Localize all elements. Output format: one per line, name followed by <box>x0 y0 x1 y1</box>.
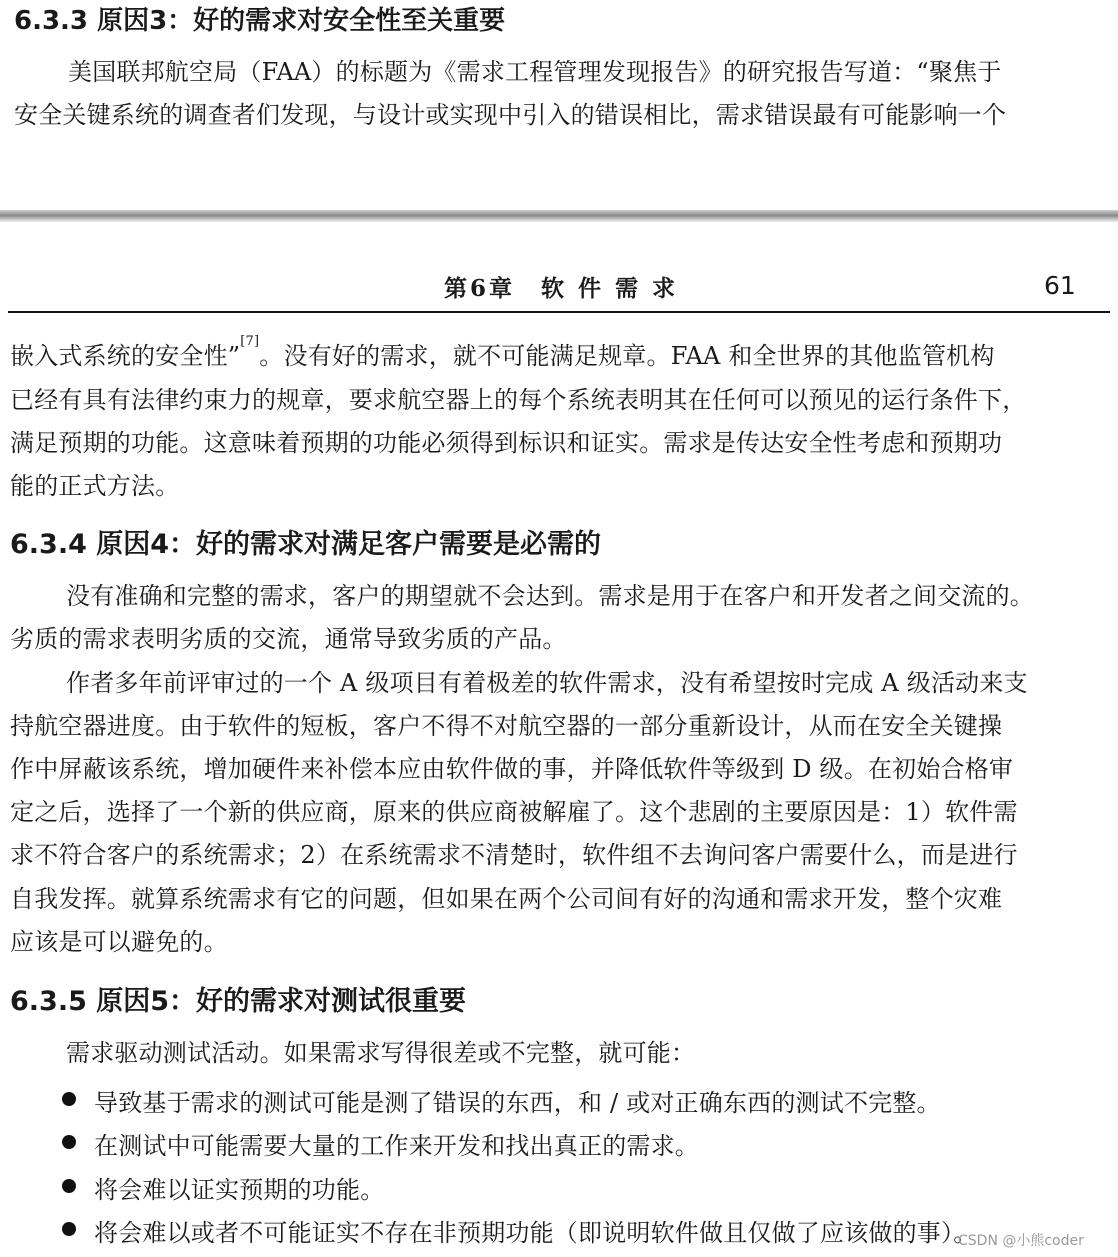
text-line: 已经有具有法律约束力的规章，要求航空器上的每个系统表明其在任何可以预见的运行条件下， <box>10 386 1027 414</box>
section-633-heading: 6.3.3 原因3：好的需求对安全性至关重要 <box>14 6 506 36</box>
bullet-icon <box>62 1135 76 1149</box>
text-line: 自我发挥。就算系统需求有它的问题，但如果在两个公司间有好的沟通和需求开发，整个灾难 <box>10 885 1003 913</box>
list-item: 将会难以证实预期的功能。 <box>94 1176 385 1204</box>
watermark: CSDN @小熊coder <box>958 1233 1084 1249</box>
top-text-line-2: 安全关键系统的调查者们发现，与设计或实现中引入的错误相比，需求错误最有可能影响一个 <box>14 101 1007 129</box>
header-rule <box>8 311 1110 313</box>
text-line: 作者多年前评审过的一个 A 级项目有着极差的软件需求，没有希望按时完成 A 级活动来支 <box>66 669 1028 697</box>
bullet-icon <box>62 1222 76 1236</box>
text-line: 没有准确和完整的需求，客户的期望就不会达到。需求是用于在客户和开发者之间交流的。 <box>66 582 1034 610</box>
section-634-heading: 6.3.4 原因4：好的需求对满足客户需要是必需的 <box>10 529 602 560</box>
text-line: 定之后，选择了一个新的供应商，原来的供应商被解雇了。这个悲剧的主要原因是：1）软件需 <box>10 798 1018 826</box>
text-line: 满足预期的功能。这意味着预期的功能必须得到标识和证实。需求是传达安全性考虑和预期功 <box>10 429 1003 457</box>
bullet-icon <box>62 1092 76 1106</box>
list-item: 在测试中可能需要大量的工作来开发和找出真正的需求。 <box>94 1132 699 1160</box>
citation: [7] <box>240 334 260 349</box>
chapter-header: 第6章 软 件 需 求 <box>444 275 679 302</box>
list-item: 导致基于需求的测试可能是测了错误的东西，和 / 或对正确东西的测试不完整。 <box>94 1089 941 1117</box>
text-line: 持航空器进度。由于软件的短板，客户不得不对航空器的一部分重新设计，从而在安全关键操 <box>10 712 1003 740</box>
bullet-icon <box>62 1179 76 1193</box>
text-line: 劣质的需求表明劣质的交流，通常导致劣质的产品。 <box>10 625 567 653</box>
text-line: 应该是可以避免的。 <box>10 928 228 956</box>
top-text-line-1: 美国联邦航空局（FAA）的标题为《需求工程管理发现报告》的研究报告写道：“聚焦于 <box>68 58 1002 86</box>
text-line: 嵌入式系统的安全性”[7]。没有好的需求，就不可能满足规章。FAA 和全世界的其他监管机构 <box>10 334 995 370</box>
text-line: 能的正式方法。 <box>10 472 180 500</box>
text-line: 需求驱动测试活动。如果需求写得很差或不完整，就可能： <box>66 1039 696 1067</box>
page-separator <box>0 210 1118 222</box>
list-item: 将会难以或者不可能证实不存在非预期功能（即说明软件做且仅做了应该做的事）。 <box>94 1219 978 1247</box>
text-line: 求不符合客户的系统需求；2）在系统需求不清楚时，软件组不去询问客户需要什么，而是进行 <box>10 841 1018 869</box>
page-number: 61 <box>1044 271 1076 300</box>
text-line: 作中屏蔽该系统，增加硬件来补偿本应由软件做的事，并降低软件等级到 D 级。在初始合格审 <box>10 755 1014 783</box>
section-635-heading: 6.3.5 原因5：好的需求对测试很重要 <box>10 986 467 1017</box>
